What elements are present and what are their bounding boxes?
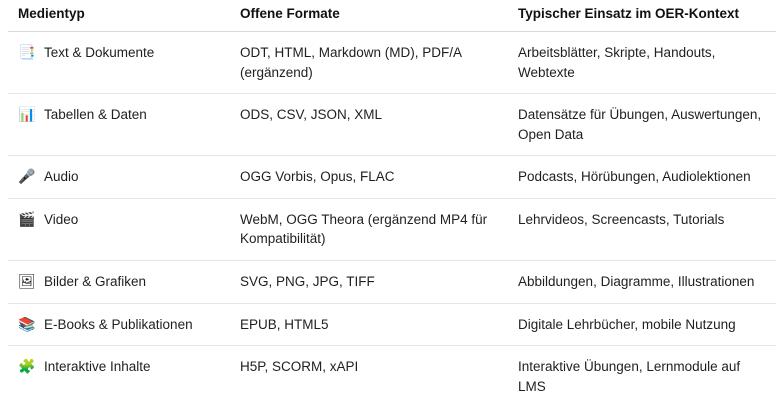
cell-einsatz: Abbildungen, Diagramme, Illustrationen: [508, 260, 776, 303]
column-header-typischer-einsatz: Typischer Einsatz im OER-Kontext: [508, 0, 776, 32]
cell-medientyp: [8, 94, 230, 156]
column-header-medientyp: Medientyp: [8, 0, 230, 32]
table-header-row: [8, 0, 776, 32]
medientyp-label: Tabellen & Daten: [44, 107, 147, 123]
medientyp-label: Text & Dokumente: [44, 45, 155, 60]
table-row: [8, 346, 776, 408]
medientyp-label: Interaktive Inhalte: [44, 359, 151, 375]
table-header: [8, 0, 776, 32]
cell-einsatz: Digitale Lehrbücher, mobile Nutzung: [508, 303, 776, 346]
cell-medientyp: [8, 346, 230, 408]
medientyp-label: Audio: [44, 169, 79, 185]
cell-formate: OGG Vorbis, Opus, FLAC: [230, 156, 508, 199]
cell-formate: ODT, HTML, Markdown (MD), PDF/A (ergänzend): [230, 32, 508, 94]
table-row: [8, 156, 776, 199]
table-row: [8, 303, 776, 346]
cell-einsatz: Lehrvideos, Screencasts, Tutorials: [508, 198, 776, 260]
cell-formate: H5P, SCORM, xAPI: [240, 359, 359, 375]
table-row: [8, 32, 776, 94]
column-header-offene-formate: Offene Formate: [230, 0, 508, 32]
medientyp-label: E-Books & Publikationen: [44, 316, 193, 332]
table-row: [8, 198, 776, 260]
medientyp-label: Video: [44, 211, 79, 227]
framed-picture-icon: 🖼: [18, 272, 36, 289]
table-row: [8, 260, 776, 303]
bookmark-tabs-icon: 📑: [18, 44, 36, 60]
table-body: [8, 32, 776, 408]
bar-chart-icon: 📊: [18, 106, 36, 123]
medientyp-label: Bilder & Grafiken: [44, 273, 147, 289]
books-icon: 📚: [18, 315, 36, 332]
cell-medientyp: [8, 32, 230, 94]
cell-einsatz: Podcasts, Hörübungen, Audiolektionen: [508, 156, 776, 199]
cell-formate: SVG, PNG, JPG, TIFF: [230, 260, 508, 303]
cell-medientyp: [8, 156, 230, 199]
table-row: [8, 94, 776, 156]
clapper-board-icon: 🎬: [18, 210, 36, 227]
cell-medientyp: [8, 198, 230, 260]
media-formats-table: [8, 0, 776, 407]
cell-medientyp: [8, 303, 230, 346]
cell-medientyp: [8, 260, 230, 303]
cell-formate: WebM, OGG Theora (ergänzend MP4 für Kompatibilität): [230, 198, 508, 260]
cell-formate: EPUB, HTML5: [230, 303, 508, 346]
microphone-icon: 🎤: [18, 168, 36, 185]
cell-einsatz: Arbeitsblätter, Skripte, Handouts, Webtexte: [508, 32, 776, 94]
puzzle-piece-icon: 🧩: [18, 358, 36, 375]
cell-einsatz: Datensätze für Übungen, Auswertungen, Open Data: [508, 94, 776, 156]
cell-formate: ODS, CSV, JSON, XML: [230, 94, 508, 156]
cell-einsatz: Interaktive Übungen, Lernmodule auf LMS: [518, 359, 741, 394]
